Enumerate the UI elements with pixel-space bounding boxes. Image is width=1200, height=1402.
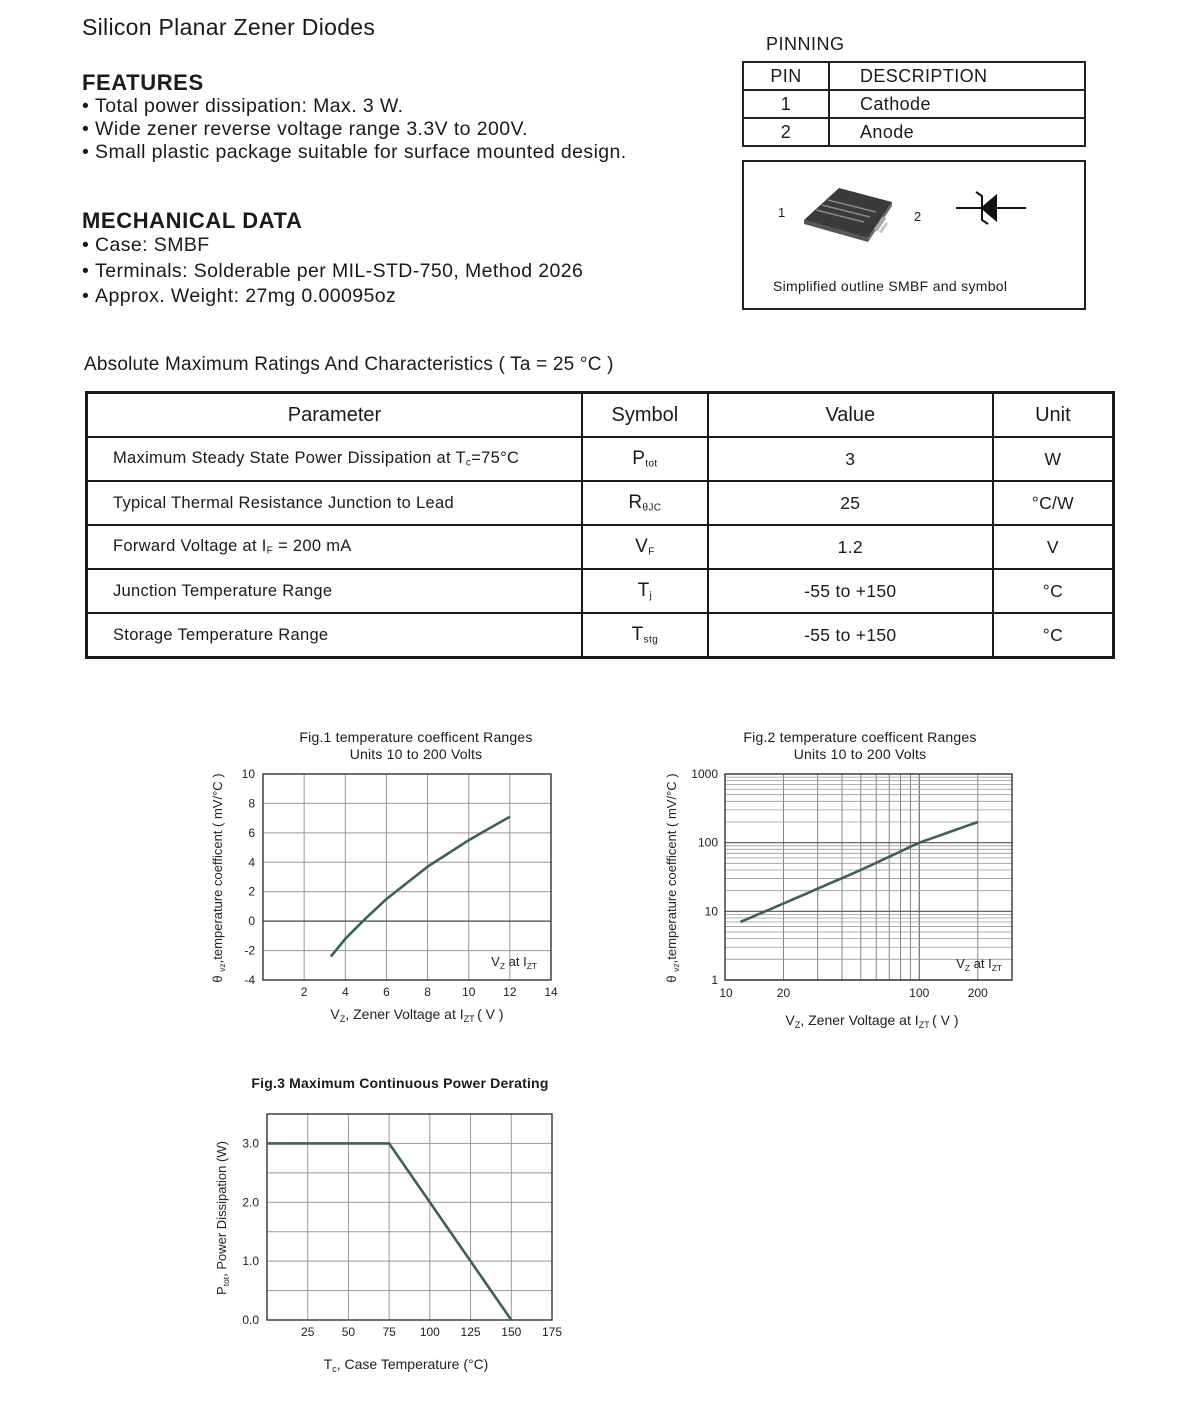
pin-description: Cathode [829,90,1085,118]
features-heading: FEATURES [82,70,204,95]
fig2-chart [650,760,1030,1035]
symbol-cell: $T_j$ [582,569,708,613]
x-tick-label: 175 [541,1325,563,1339]
table-row [87,613,1114,658]
y-axis-label: θ $_{vz}$,temperature coefficent ( mV/°C ) [664,773,681,983]
x-tick-label: 100 [419,1325,440,1339]
fig1-title-block [266,729,566,763]
y-tick-label: 1 [711,973,718,987]
fig2-subtitle: Units 10 to 200 Volts [793,746,927,762]
table-row [87,481,1114,525]
pin-number: 1 [743,90,829,118]
value-cell: 25 [708,481,993,525]
plot-frame [725,774,1012,980]
value-cell: -55 to +150 [708,569,993,613]
y-tick-label: 0 [248,914,255,929]
parameter-header: Parameter [87,393,582,438]
fig1-title: Fig.1 temperature coefficent Ranges [299,729,533,745]
x-tick-label: 6 [383,985,390,999]
plot-frame [267,1114,552,1320]
x-tick-label: 50 [341,1325,356,1339]
y-tick-label: 3.0 [242,1136,259,1151]
x-tick-label: 2 [300,985,308,999]
x-tick-label: 8 [424,985,431,999]
y-tick-label: 6 [248,825,255,840]
pin1-label: 1 [778,205,786,220]
table-row [743,90,1085,118]
description-header: DESCRIPTION [829,62,1085,90]
fig1-chart [196,760,576,1030]
y-axis-label: θ $_{vz}$,temperature coefficent ( mV/°C ) [210,773,227,983]
ratings-title: Absolute Maximum Ratings And Characteristics ( Ta = 25 °C ) [84,354,614,375]
zener-diode-symbol-icon [956,192,1026,224]
y-tick-label: 2 [248,884,255,899]
table-row [743,118,1085,146]
parameter-cell: Junction Temperature Range [87,569,582,613]
x-tick-label: 10 [719,986,733,1000]
symbol-cell: $T_{stg}$ [582,613,708,658]
y-tick-label: 1000 [691,767,718,781]
mechanical-item: • Approx. Weight: 27mg 0.00095oz [82,284,583,310]
package-caption: Simplified outline SMBF and symbol [773,278,1008,294]
series-line [740,822,977,922]
pin-number: 2 [743,118,829,146]
fig2-title-block [710,729,1010,763]
symbol-header: Symbol [582,393,708,438]
table-row [87,437,1114,481]
table-row [87,569,1114,613]
package-outline-box [742,160,1086,310]
parameter-cell: Forward Voltage at $I_F = 200$ mA [87,525,582,569]
symbol-cell: $R_{\theta JC}$ [582,481,708,525]
smbf-package-icon [804,188,892,242]
mechanical-heading: MECHANICAL DATA [82,208,303,233]
y-tick-label: 0.0 [242,1313,259,1327]
x-tick-label: 14 [544,985,558,999]
y-tick-label: -2 [244,943,255,958]
feature-item: • Wide zener reverse voltage range 3.3V to 200V. [82,118,627,141]
x-axis-label: $V_Z$, Zener Voltage at $I_{ZT}$ ( V ) [785,1012,959,1030]
value-cell: 3 [708,437,993,481]
unit-cell: °C/W [993,481,1114,525]
x-tick-label: 20 [776,986,791,1000]
x-tick-label: 100 [909,986,930,1000]
pinning-table [742,61,1086,147]
fig3-chart [196,1100,586,1390]
ratings-table [85,391,1115,659]
y-tick-label: 100 [697,835,718,850]
table-row [743,62,1085,90]
mechanical-list [82,233,583,310]
x-tick-label: 10 [462,985,476,999]
annotation-label: $V_Z$ at $I_{ZT}$ [491,954,537,971]
unit-cell: °C [993,569,1114,613]
parameter-cell: Maximum Steady State Power Dissipation at $T_c=75^\circ C$ [87,437,582,481]
y-tick-label: 2.0 [242,1195,259,1210]
x-tick-label: 150 [501,1325,522,1339]
y-tick-label: 10 [704,904,718,919]
unit-cell: V [993,525,1114,569]
parameter-cell: Storage Temperature Range [87,613,582,658]
symbol-cell: $V_F$ [582,525,708,569]
mechanical-item: • Case: SMBF [82,233,583,259]
x-tick-label: 25 [301,1325,315,1339]
table-row [87,525,1114,569]
unit-header: Unit [993,393,1114,438]
y-tick-label: 4 [248,855,255,870]
mechanical-item: • Terminals: Solderable per MIL-STD-750, Method 2026 [82,259,583,285]
fig3-title: Fig.3 Maximum Continuous Power Derating [251,1075,549,1091]
pinning-heading: PINNING [766,34,845,54]
table-row [87,393,1114,438]
symbol-cell: $P_{tot}$ [582,437,708,481]
y-axis-label: $P_{tot}$, Power Dissipation (W) [214,1141,231,1295]
x-axis-label: $T_c$, Case Temperature (°C) [323,1356,489,1374]
parameter-cell: Typical Thermal Resistance Junction to Lead [87,481,582,525]
features-list [82,95,627,164]
fig2-title: Fig.2 temperature coefficent Ranges [743,729,977,745]
value-cell: -55 to +150 [708,613,993,658]
x-tick-label: 200 [967,986,988,1000]
plot-frame [263,774,551,980]
y-tick-label: 1.0 [242,1254,259,1269]
y-tick-label: -4 [244,973,255,987]
y-tick-label: 8 [248,796,255,811]
pin-description: Anode [829,118,1085,146]
x-tick-label: 125 [460,1325,481,1339]
x-tick-label: 75 [382,1325,396,1339]
x-tick-label: 12 [503,985,517,999]
pin-header: PIN [743,62,829,90]
feature-item: • Small plastic package suitable for surface mounted design. [82,141,627,164]
unit-cell: W [993,437,1114,481]
feature-item: • Total power dissipation: Max. 3 W. [82,95,627,118]
annotation-label: $V_Z$ at $I_{ZT}$ [956,956,1002,973]
fig1-subtitle: Units 10 to 200 Volts [349,746,483,762]
x-tick-label: 4 [341,985,349,999]
value-header: Value [708,393,993,438]
x-axis-label: $V_Z$, Zener Voltage at $I_{ZT}$ ( V ) [330,1006,504,1024]
y-tick-label: 10 [241,767,255,781]
pin2-label: 2 [914,209,922,224]
unit-cell: °C [993,613,1114,658]
document-title: Silicon Planar Zener Diodes [82,14,376,40]
value-cell: 1.2 [708,525,993,569]
series-line [331,817,510,957]
